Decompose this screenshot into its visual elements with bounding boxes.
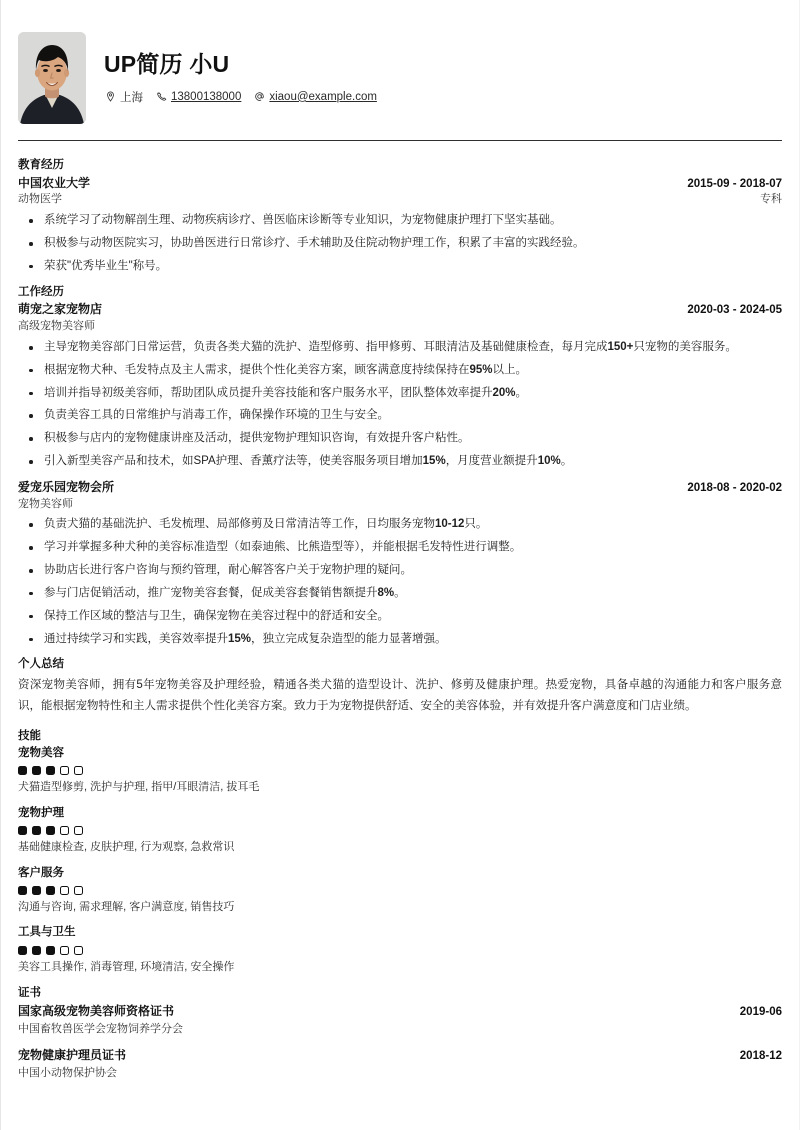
- email-at-icon: [253, 91, 265, 103]
- work-company: 萌宠之家宠物店: [18, 302, 103, 317]
- identity-block: [104, 51, 782, 105]
- rating-dot: [18, 766, 27, 775]
- list-item: 协助店长进行客户咨询与预约管理，耐心解答客户关于宠物护理的疑问。: [18, 562, 782, 580]
- work-entry-header: [18, 479, 782, 497]
- skill-rating: [18, 766, 782, 775]
- work-date: 2018-08 - 2020-02: [687, 481, 782, 494]
- rating-dot: [18, 886, 27, 895]
- rating-dot: [60, 826, 69, 835]
- education-entry-subheader: [18, 192, 782, 208]
- education-school: 中国农业大学: [18, 175, 91, 190]
- certificate-header: [18, 1003, 782, 1021]
- rating-dot: [60, 946, 69, 955]
- work-role: 宠物美容师: [18, 497, 73, 510]
- phone-icon: [155, 91, 167, 103]
- work-company: 爱宠乐园宠物会所: [18, 479, 115, 494]
- rating-dot: [32, 946, 41, 955]
- skill-description: 基础健康检查, 皮肤护理, 行为观察, 急救常识: [18, 841, 235, 854]
- skill-rating: [18, 946, 782, 955]
- rating-dot: [32, 826, 41, 835]
- section-title-certificates: 证书: [18, 987, 41, 1000]
- work-entry-header: [18, 301, 782, 319]
- skill-name: 宠物美容: [18, 747, 64, 760]
- rating-dot: [46, 946, 55, 955]
- section-title-work: 工作经历: [18, 285, 64, 298]
- skill-name: 宠物护理: [18, 806, 64, 819]
- section-title-summary: 个人总结: [18, 658, 64, 671]
- skill-rating: [18, 886, 782, 895]
- list-item: 保持工作区域的整洁与卫生，确保宠物在美容过程中的舒适和安全。: [18, 608, 782, 626]
- skill-name: 客户服务: [18, 866, 64, 879]
- education-degree: 专科: [760, 193, 782, 206]
- rating-dot: [18, 826, 27, 835]
- contact-location-text: 上海: [120, 91, 143, 104]
- rating-dot: [46, 886, 55, 895]
- rating-dot: [74, 886, 83, 895]
- skill-item: [18, 865, 782, 916]
- contact-location: [104, 89, 143, 105]
- work-bullets: [18, 339, 782, 471]
- certificate-item: [18, 1047, 782, 1081]
- rating-dot: [74, 766, 83, 775]
- skill-item: [18, 805, 782, 856]
- contact-list: [104, 89, 782, 105]
- certificate-date: 2019-06: [739, 1005, 782, 1018]
- work-role: 高级宠物美容师: [18, 320, 95, 333]
- rating-dot: [74, 946, 83, 955]
- certificate-organization: 中国小动物保护协会: [18, 1066, 117, 1079]
- skill-item: [18, 924, 782, 975]
- rating-dot: [60, 886, 69, 895]
- section-title-education: 教育经历: [18, 159, 64, 171]
- work-bullets: [18, 516, 782, 648]
- list-item: 培训并指导初级美容师，帮助团队成员提升美容技能和客户服务水平，团队整体效率提升20%。: [18, 385, 782, 403]
- contact-email-text[interactable]: xiaou@example.com: [269, 90, 377, 103]
- rating-dot: [60, 766, 69, 775]
- list-item: 负责美容工具的日常维护与消毒工作，确保操作环境的卫生与安全。: [18, 407, 782, 425]
- skill-rating: [18, 826, 782, 835]
- list-item: 荣获"优秀毕业生"称号。: [18, 258, 782, 276]
- work-entry-subheader: [18, 497, 782, 513]
- rating-dot: [46, 826, 55, 835]
- contact-email[interactable]: [253, 91, 377, 103]
- candidate-name: UP简历 小U: [104, 51, 230, 78]
- section-summary: [18, 656, 782, 717]
- work-entry: [18, 301, 782, 470]
- certificate-date: 2018-12: [739, 1050, 782, 1063]
- skill-description: 犬猫造型修剪, 洗护与护理, 指甲/耳眼清洁, 拔耳毛: [18, 781, 260, 794]
- rating-dot: [74, 826, 83, 835]
- skill-item: [18, 745, 782, 796]
- work-entry-subheader: [18, 319, 782, 335]
- certificate-organization: 中国畜牧兽医学会宠物饲养学分会: [18, 1022, 183, 1035]
- section-education: [18, 157, 782, 276]
- list-item: 主导宠物美容部门日常运营，负责各类犬猫的洗护、造型修剪、指甲修剪、耳眼清洁及基础健康检查，每月完成150+只宠物的美容服务。: [18, 339, 782, 357]
- certificate-item: [18, 1003, 782, 1037]
- skill-description: 美容工具操作, 消毒管理, 环境清洁, 安全操作: [18, 960, 235, 973]
- certificate-name: 宠物健康护理员证书: [18, 1048, 127, 1063]
- location-pin-icon: [104, 91, 116, 103]
- rating-dot: [32, 886, 41, 895]
- section-title-skills: 技能: [18, 729, 41, 742]
- list-item: 负责犬猫的基础洗护、毛发梳理、局部修剪及日常清洁等工作，日均服务宠物10-12只。: [18, 516, 782, 534]
- section-work-experience: [18, 284, 782, 649]
- work-entry: [18, 479, 782, 648]
- work-date: 2020-03 - 2024-05: [687, 304, 782, 317]
- section-certificates: [18, 985, 782, 1081]
- rating-dot: [46, 766, 55, 775]
- skill-name: 工具与卫生: [18, 926, 76, 939]
- avatar: [18, 32, 86, 124]
- list-item: 积极参与动物医院实习，协助兽医进行日常诊疗、手术辅助及住院动物护理工作，积累了丰富的实践经验。: [18, 235, 782, 253]
- header-divider: [18, 140, 782, 141]
- education-major: 动物医学: [18, 193, 62, 206]
- education-date: 2015-09 - 2018-07: [687, 177, 782, 190]
- education-entry-header: [18, 175, 782, 193]
- certificate-header: [18, 1047, 782, 1065]
- list-item: 学习并掌握多种犬种的美容标准造型（如泰迪熊、比熊造型等），并能根据毛发特性进行调整。: [18, 539, 782, 557]
- list-item: 积极参与店内的宠物健康讲座及活动，提供宠物护理知识咨询，有效提升客户粘性。: [18, 430, 782, 448]
- education-entry: [18, 175, 782, 276]
- rating-dot: [18, 946, 27, 955]
- resume-header: [18, 0, 782, 140]
- summary-text: 资深宠物美容师，拥有5年宠物美容及护理经验，精通各类犬猫的造型设计、洗护、修剪及健康护理。热爱宠物，具备卓越的沟通能力和客户服务意识，能根据宠物特性和主人需求提供个性化美容方案。致力于为宠物提供舒适、安全的美容体验，并有效提升客户满意度和门店业绩。: [18, 679, 782, 713]
- list-item: 系统学习了动物解剖生理、动物疾病诊疗、兽医临床诊断等专业知识，为宠物健康护理打下坚实基础。: [18, 212, 782, 230]
- education-bullets: [18, 212, 782, 275]
- certificate-name: 国家高级宠物美容师资格证书: [18, 1003, 175, 1018]
- skill-description: 沟通与咨询, 需求理解, 客户满意度, 销售技巧: [18, 900, 235, 913]
- section-skills: [18, 728, 782, 976]
- list-item: 根据宠物犬种、毛发特点及主人需求，提供个性化美容方案，顾客满意度持续保持在95%以上。: [18, 362, 782, 380]
- contact-phone[interactable]: [155, 91, 241, 103]
- list-item: 引入新型美容产品和技术，如SPA护理、香薰疗法等，使美容服务项目增加15%，月度营业额提升10%。: [18, 453, 782, 471]
- list-item: 参与门店促销活动，推广宠物美容套餐，促成美容套餐销售额提升8%。: [18, 585, 782, 603]
- list-item: 通过持续学习和实践，美容效率提升15%，独立完成复杂造型的能力显著增强。: [18, 631, 782, 649]
- contact-phone-text[interactable]: 13800138000: [171, 90, 242, 103]
- rating-dot: [32, 766, 41, 775]
